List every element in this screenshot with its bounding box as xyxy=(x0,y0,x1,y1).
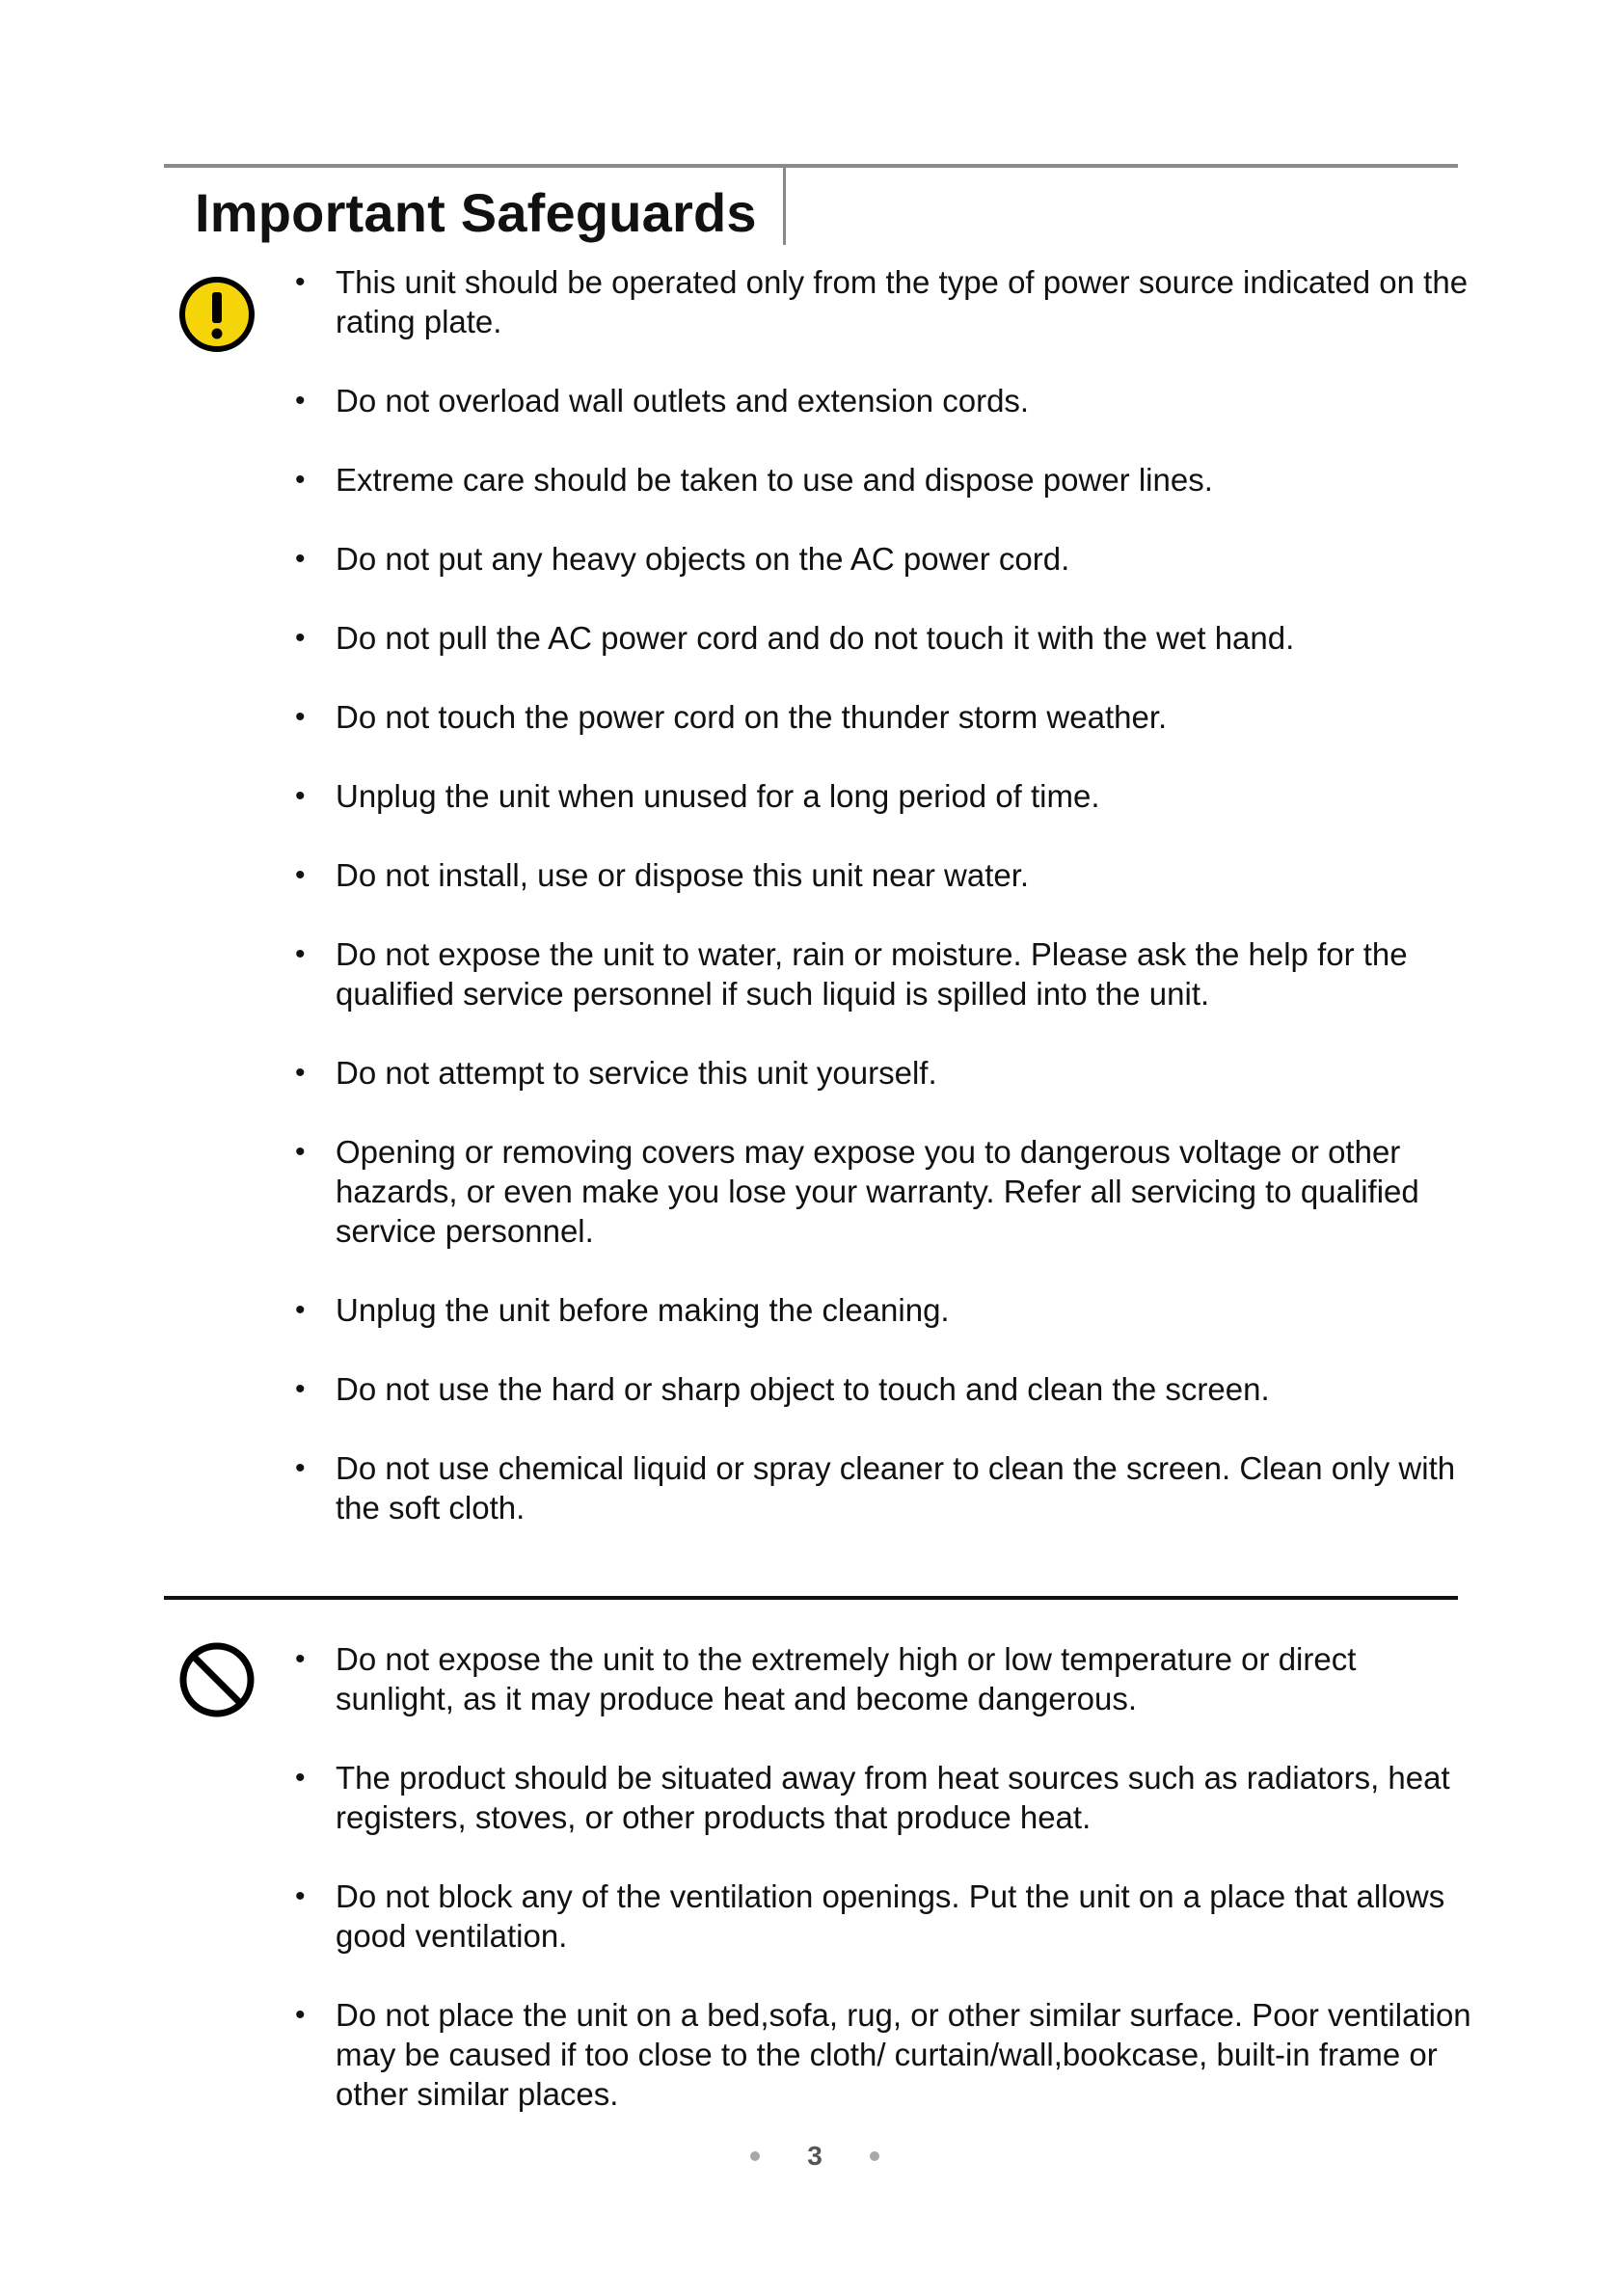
list-item-text: Do not expose the unit to water, rain or moisture. Please ask the help for the qualified service personnel if such liquid is spilled into the unit. xyxy=(336,936,1408,1012)
caution-exclamation-icon xyxy=(176,274,257,355)
list-item-text: Do not attempt to service this unit yourself. xyxy=(336,1055,937,1091)
bullet-dot: • xyxy=(295,1373,306,1405)
list-item xyxy=(289,1290,1475,1330)
prohibited-icon xyxy=(176,1639,257,1720)
footer-dot xyxy=(750,2151,760,2161)
list-item-text: Do not use chemical liquid or spray cleaner to clean the screen. Clean only with the soft cloth. xyxy=(336,1450,1456,1526)
bullet-dot: • xyxy=(295,385,306,417)
list-item-text: Unplug the unit when unused for a long period of time. xyxy=(336,778,1100,814)
list-item-text: This unit should be operated only from the type of power source indicated on the rating plate. xyxy=(336,264,1469,339)
list-item xyxy=(289,381,1475,420)
page-footer xyxy=(0,2137,1618,2175)
section-divider xyxy=(164,1596,1458,1600)
list-item-text: Extreme care should be taken to use and dispose power lines. xyxy=(336,462,1213,498)
list-item xyxy=(289,618,1475,658)
list-item-text: Do not expose the unit to the extremely high or low temperature or direct sunlight, as it may produce heat and become dangerous. xyxy=(336,1641,1357,1716)
list-item xyxy=(289,262,1475,341)
list-item-text: The product should be situated away from heat sources such as radiators, heat registers, stoves, or other products that produce heat. xyxy=(336,1760,1450,1835)
list-item xyxy=(289,1877,1475,1956)
bullet-dot: • xyxy=(295,1136,306,1168)
bullet-dot: • xyxy=(295,464,306,496)
list-item xyxy=(289,1053,1475,1093)
prohibited-list xyxy=(289,1639,1475,2153)
list-item xyxy=(289,1369,1475,1409)
list-item-text: Do not use the hard or sharp object to touch and clean the screen. xyxy=(336,1371,1270,1407)
bullet-dot: • xyxy=(295,266,306,298)
footer-dot xyxy=(870,2151,879,2161)
list-item xyxy=(289,697,1475,737)
list-item-text: Do not touch the power cord on the thunder storm weather. xyxy=(336,699,1168,735)
list-item xyxy=(289,1132,1475,1251)
list-item-text: Unplug the unit before making the cleaning. xyxy=(336,1292,950,1328)
bullet-dot: • xyxy=(295,780,306,812)
list-item xyxy=(289,539,1475,579)
bullet-dot: • xyxy=(295,1057,306,1089)
bullet-dot: • xyxy=(295,1452,306,1484)
list-item-text: Do not pull the AC power cord and do not touch it with the wet hand. xyxy=(336,620,1295,656)
bullet-dot: • xyxy=(295,859,306,891)
list-item xyxy=(289,855,1475,895)
list-item-text: Do not install, use or dispose this unit near water. xyxy=(336,857,1030,893)
list-item xyxy=(289,460,1475,500)
title-divider xyxy=(783,166,786,245)
page-number: 3 xyxy=(807,2141,822,2171)
list-item-text: Do not place the unit on a bed,sofa, rug, or other similar surface. Poor ventilation may be caused if too close to the cloth/ curtain/wall,bookcase, built-in frame or other similar places. xyxy=(336,1997,1471,2112)
bullet-dot: • xyxy=(295,543,306,575)
bullet-dot: • xyxy=(295,1999,306,2031)
list-item xyxy=(289,1639,1475,1718)
list-item-text: Do not block any of the ventilation openings. Put the unit on a place that allows good ventilation. xyxy=(336,1878,1445,1954)
list-item xyxy=(289,776,1475,816)
bullet-dot: • xyxy=(295,1880,306,1912)
list-item xyxy=(289,1995,1475,2114)
page-title: Important Safeguards xyxy=(195,182,757,243)
header-rule xyxy=(164,164,1458,168)
list-item xyxy=(289,1448,1475,1527)
list-item-text: Do not overload wall outlets and extension cords. xyxy=(336,383,1030,419)
list-item-text: Opening or removing covers may expose you to dangerous voltage or other hazards, or even make you lose your warranty. Refer all servicing to qualified service personnel. xyxy=(336,1134,1419,1249)
list-item xyxy=(289,934,1475,1013)
bullet-dot: • xyxy=(295,1762,306,1794)
bullet-dot: • xyxy=(295,622,306,654)
bullet-dot: • xyxy=(295,1643,306,1675)
list-item-text: Do not put any heavy objects on the AC power cord. xyxy=(336,541,1070,577)
bullet-dot: • xyxy=(295,1294,306,1326)
list-item xyxy=(289,1758,1475,1837)
caution-list xyxy=(289,262,1475,1567)
bullet-dot: • xyxy=(295,938,306,970)
bullet-dot: • xyxy=(295,701,306,733)
